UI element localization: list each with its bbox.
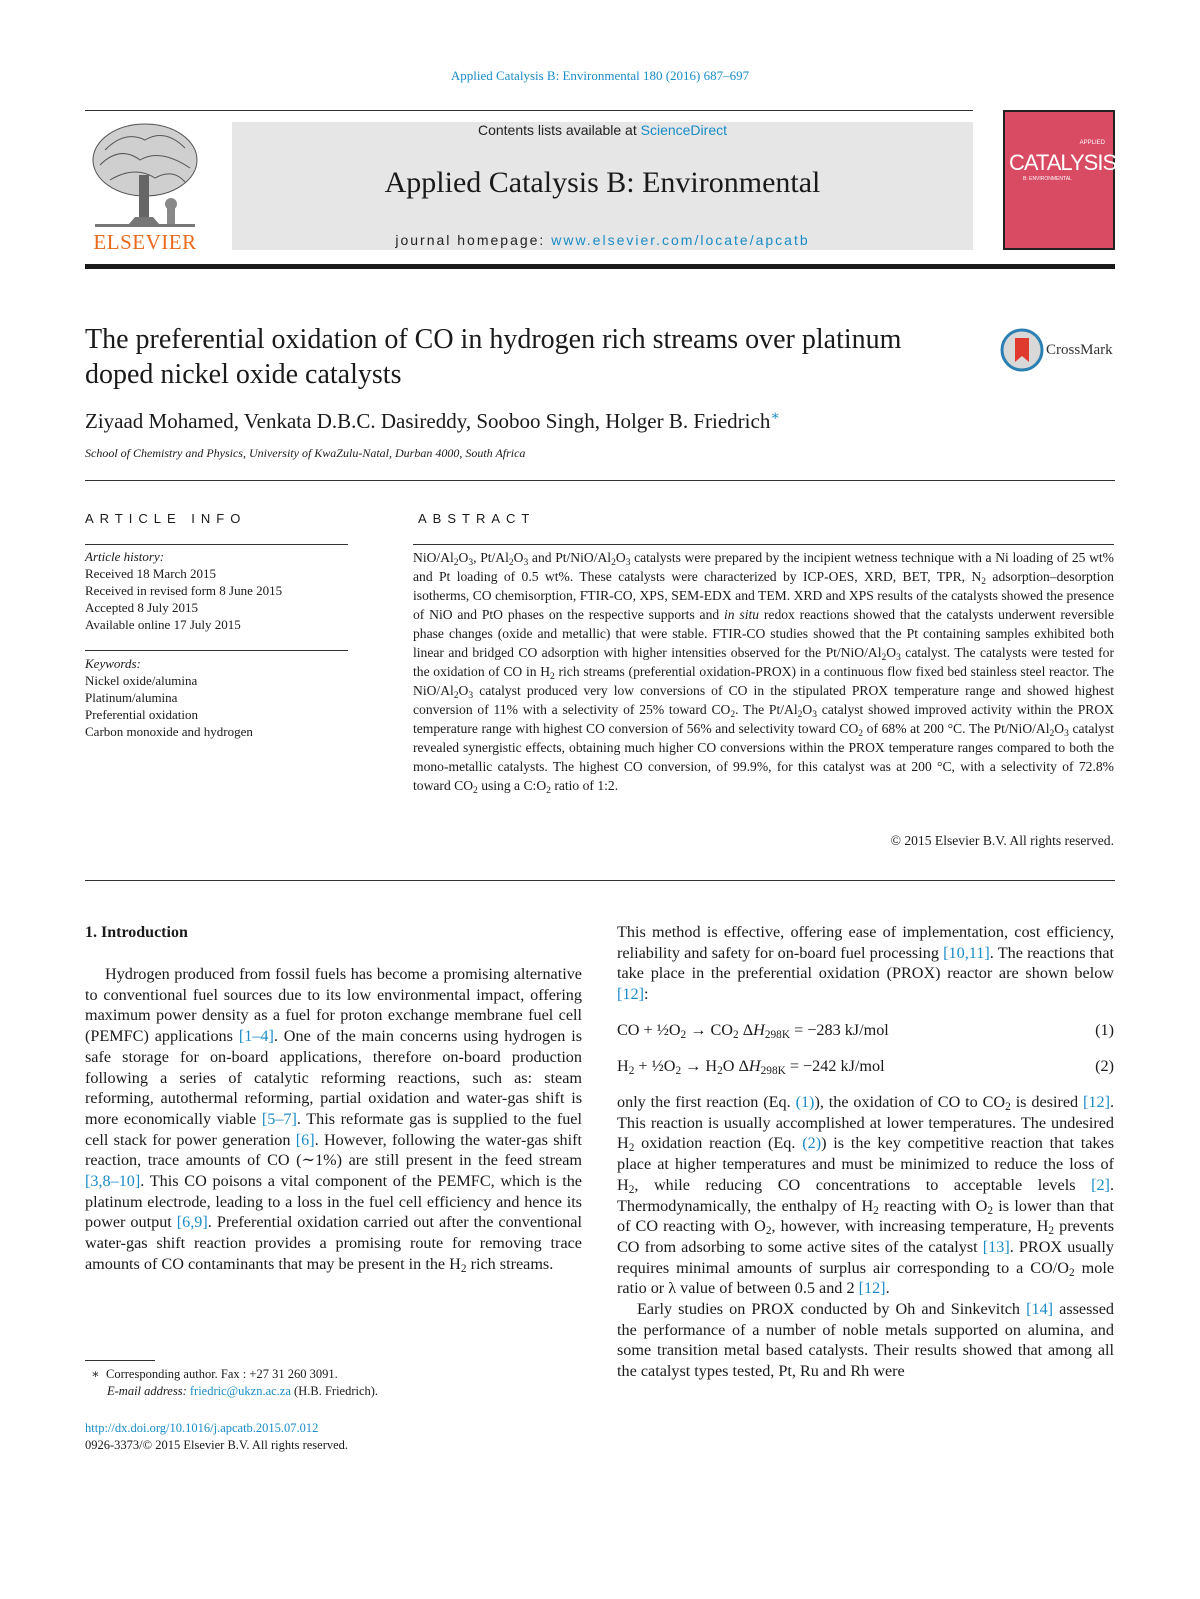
article-title: The preferential oxidation of CO in hydrogen rich streams over platinum doped nickel oxide catalysts bbox=[85, 324, 902, 390]
journal-cover[interactable] bbox=[1003, 110, 1115, 250]
body-paragraph: This method is effective, offering ease of implementation, cost efficiency, reliability and safety for on-board fuel processing [10,11]. The reactions that take place in the preferential oxidation (PROX) reactor are shown below [12]: bbox=[617, 923, 1114, 1004]
crossmark-icon bbox=[1000, 328, 1044, 372]
elsevier-logo bbox=[85, 120, 215, 255]
cover-subtitle: B: ENVIRONMENTAL bbox=[1023, 176, 1072, 182]
journal-reference[interactable]: Applied Catalysis B: Environmental 180 (2016) 687–697 bbox=[450, 68, 750, 83]
doi-block bbox=[85, 1420, 585, 1454]
email-suffix: (H.B. Friedrich). bbox=[294, 1384, 379, 1398]
keyword-item: Platinum/alumina bbox=[85, 690, 178, 705]
cover-title: CATALYSIS bbox=[1009, 150, 1117, 175]
section-heading-introduction: 1. Introduction bbox=[85, 924, 188, 941]
history-item: Received 18 March 2015 bbox=[85, 566, 217, 581]
history-label: Article history: bbox=[85, 549, 165, 564]
abstract-text: NiO/$Al_2O_3$, $Pt/Al_2O_3$ and $Pt/NiO/Al_2O_3$ catalysts were prepared by the incipient wetness technique with a Ni loading of 25 wt% and Pt loading of 0.5 wt%. These catalysts were characterized by ICP-OES, XRD, BET, TPR, $N_2$ adsorption–desorption isotherms, CO chemisorption, FTIR-CO, XPS, SEM-EDX and TEM. XRD and XPS results of the catalysts showed the presence of NiO and PtO phases on the respective supports and in situ redox reactions showed that the catalysts underwent reversible phase changes (oxide and metallic) that were stable. FTIR-CO studies showed that the Pt containing samples exhibited both linear and bridged CO adsorption with higher intensities observed for the $Pt/NiO/Al_2O_3$ catalyst. The catalysts were tested for the oxidation of CO in $H_2$ rich streams (preferential oxidation-PROX) in a continuous flow fixed bed stainless steel reactor. The NiO/$Al_2O_3$ catalyst produced very low conversions of CO in the stipulated PROX temperature range and showed highest conversion of 11% with a selectivity of 25% toward $CO_2$. The $Pt/Al_2O_3$ catalyst showed improved activity within the PROX temperature range with highest CO conversion of 56% and selectivity toward $CO_2$ of 68% at 200 °C. The $Pt/NiO/Al_2O_3$ catalyst revealed synergistic effects, obtaining much higher CO conversions within the PROX temperature ranges compared to both the mono-metallic catalysts. The highest CO conversion, of 99.9%, for this catalyst was at 200 °C, with a selectivity of 72.8% toward $CO_2$ using a $C:O_2$ ratio of 1:2. bbox=[413, 550, 1115, 796]
tree-icon bbox=[85, 120, 205, 230]
journal-name: Applied Catalysis B: Environmental bbox=[384, 166, 821, 199]
crossmark-label: CrossMark bbox=[1046, 342, 1113, 358]
authors-text: Ziyaad Mohamed, Venkata D.B.C. Dasireddy, Sooboo Singh, Holger B. Friedrich bbox=[85, 409, 771, 433]
history-item: Accepted 8 July 2015 bbox=[85, 600, 199, 615]
history-item: Available online 17 July 2015 bbox=[85, 617, 241, 632]
title-rule bbox=[85, 480, 1115, 481]
footnote-corresponding: Corresponding author. Fax : +27 31 260 3091. bbox=[106, 1367, 338, 1381]
keyword-item: Nickel oxide/alumina bbox=[85, 673, 198, 688]
corresponding-author-mark[interactable]: ∗ bbox=[770, 409, 780, 424]
abstract-heading: ABSTRACT bbox=[418, 511, 536, 526]
abstract-bottom-rule bbox=[85, 880, 1115, 881]
copyright-notice: © 2015 Elsevier B.V. All rights reserved. bbox=[890, 833, 1114, 848]
header-thick-rule bbox=[85, 264, 1115, 269]
sciencedirect-link[interactable]: ScienceDirect bbox=[640, 122, 727, 138]
journal-masthead bbox=[232, 122, 973, 250]
body-paragraph: Hydrogen produced from fossil fuels has become a promising alternative to conventional fuel sources due to its low environmental impact, offering maximum power density as a fuel for proton exchange membrane fuel cell (PEMFC) applications [1–4]. One of the main concerns using hydrogen is safe storage for on-board applications, therefore on-board production following a series of catalytic reforming reactions, such as: steam reforming, autothermal reforming, partial oxidation and water-gas shift is more economically viable [5–7]. This reformate gas is supplied to the fuel cell stack for power generation [6]. However, following the water-gas shift reaction, trace amounts of CO (∼1%) are still present in the feed stream [3,8–10]. This CO poisons a vital component of the PEMFC, which is the platinum electrode, leading to a loss in the fuel cell efficiency and hence its power output [6,9]. Preferential oxidation carried out after the conventional water-gas shift reaction provides a promising route for removing trace amounts of CO contaminants that may be present in the $H_2$ rich streams. bbox=[85, 965, 582, 1275]
keywords-rule bbox=[85, 650, 348, 651]
article-history bbox=[85, 548, 350, 633]
email-link[interactable]: friedric@ukzn.ac.za bbox=[189, 1384, 291, 1398]
equation-2: $H_2$ + $\frac{1}{2}O_2 \to H_2O$ $\Delta H_{298K} = -242$ kJ/mol (2) bbox=[617, 1057, 1114, 1077]
keywords-label: Keywords: bbox=[85, 656, 141, 671]
homepage-prefix: journal homepage: bbox=[395, 232, 552, 248]
left-column-text bbox=[85, 964, 582, 1275]
equation-1: CO + $\frac{1}{2}O_2 \to CO_2$ $\Delta H_{298K} = -283$ kJ/mol (1) bbox=[617, 1021, 1114, 1041]
homepage-link[interactable]: www.elsevier.com/locate/apcatb bbox=[551, 232, 810, 248]
crossmark-badge[interactable] bbox=[1000, 328, 1120, 374]
affiliation: School of Chemistry and Physics, University of KwaZulu-Natal, Durban 4000, South Africa bbox=[85, 446, 526, 460]
abstract-rule bbox=[413, 544, 1114, 545]
footnote-rule bbox=[85, 1360, 155, 1361]
keyword-item: Carbon monoxide and hydrogen bbox=[85, 724, 253, 739]
email-label: E-mail address: bbox=[107, 1384, 187, 1398]
keywords-list bbox=[85, 655, 350, 740]
right-column-text-bottom bbox=[617, 1092, 1114, 1382]
corresponding-author-footnote: ∗ Corresponding author. Fax : +27 31 260 3091. E-mail address: friedric@ukzn.ac.za (H.B. Friedrich). bbox=[85, 1367, 379, 1398]
article-info-heading: ARTICLE INFO bbox=[85, 511, 247, 526]
body-paragraph: only the first reaction (Eq. (1)), the oxidation of CO to $CO_2$ is desired [12]. This reaction is usually accomplished at lower temperatures. The undesired $H_2$ oxidation reaction (Eq. (2)) is the key competitive reaction that takes place at higher temperatures and must be minimized to reduce the loss of $H_2$, while reducing CO concentrations to acceptable levels [2]. Thermodynamically, the enthalpy of $H_2$ reacting with $O_2$ is lower than that of CO reacting with $O_2$, however, with increasing temperature, $H_2$ prevents CO from adsorbing to some active sites of the catalyst [13]. PROX usually requires minimal amounts of surplus air corresponding to a $CO/O_2$ mole ratio or λ value of between 0.5 and 2 [12]. bbox=[617, 1093, 1115, 1298]
issn-line: 0926-3373/© 2015 Elsevier B.V. All rights reserved. bbox=[85, 1438, 349, 1452]
author-list bbox=[85, 408, 1085, 434]
contents-prefix: Contents lists available at bbox=[477, 122, 641, 138]
cover-small-top: APPLIED bbox=[1079, 140, 1105, 146]
doi-link[interactable]: http://dx.doi.org/10.1016/j.apcatb.2015.07.012 bbox=[85, 1421, 319, 1435]
article-info-rule bbox=[85, 544, 348, 545]
homepage-line bbox=[232, 232, 973, 248]
equation-number: (1) bbox=[1095, 1021, 1114, 1039]
elsevier-wordmark: ELSEVIER bbox=[93, 230, 197, 254]
contents-line bbox=[232, 122, 973, 138]
header-rule bbox=[85, 110, 973, 111]
right-column-text-top bbox=[617, 922, 1114, 1005]
keyword-item: Preferential oxidation bbox=[85, 707, 198, 722]
equation-number: (2) bbox=[1095, 1057, 1114, 1075]
body-paragraph: Early studies on PROX conducted by Oh and Sinkevitch [14] assessed the performance of a number of noble metals supported on alumina, and some transition metal based catalysts. Their results showed that among all the catalyst types tested, Pt, Ru and Rh were bbox=[617, 1300, 1114, 1381]
history-item: Received in revised form 8 June 2015 bbox=[85, 583, 283, 598]
